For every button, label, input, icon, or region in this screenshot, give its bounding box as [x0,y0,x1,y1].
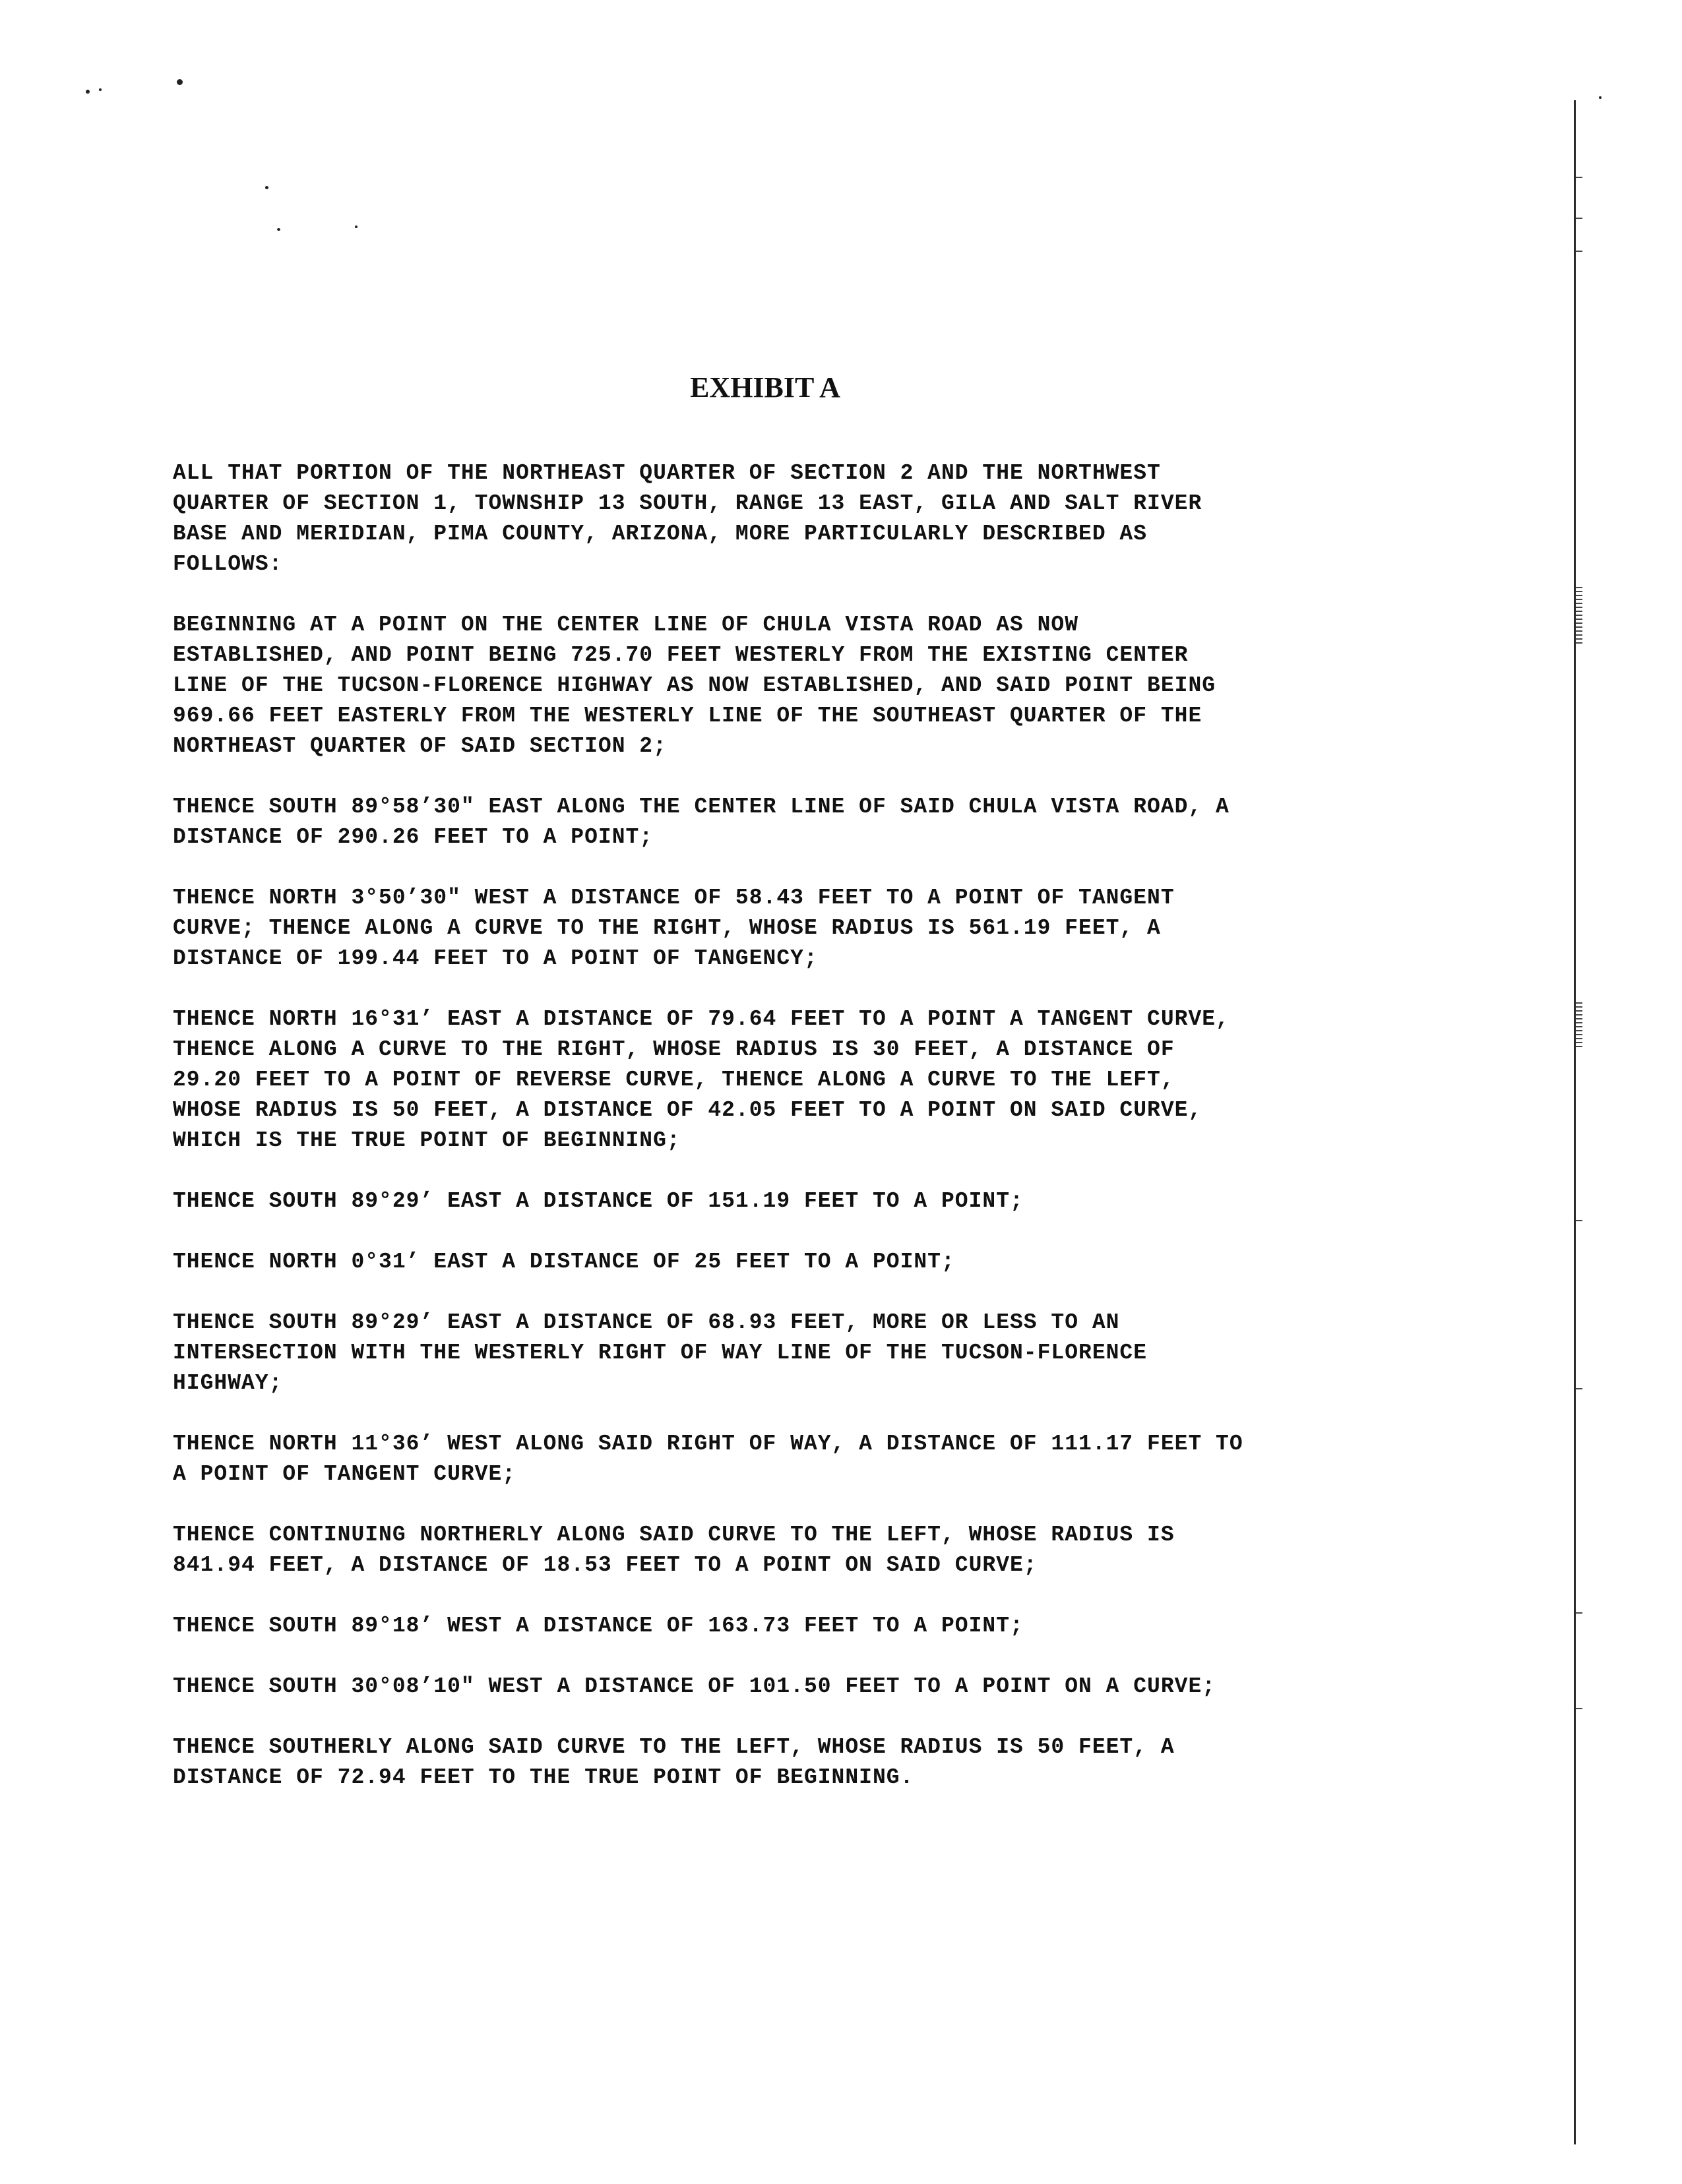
scan-speck [355,226,358,228]
scan-edge-tick [1576,1388,1582,1389]
scan-edge-tick [1576,218,1582,219]
scan-edge-tick [1576,1220,1582,1221]
scan-edge-tick [1576,587,1582,646]
description-paragraph: ALL THAT PORTION OF THE NORTHEAST QUARTER OF SECTION 2 AND THE NORTHWEST QUARTER OF SECTION 1, TOWNSHIP 13 SOUTH, RANGE 13 EAST, GILA AND SALT RIVER BASE AND MERIDIAN, PIMA COUNTY, ARIZONA, MORE PARTICULARLY DESCRIBED AS FOLLOWS: [173,461,1202,576]
description-paragraph: THENCE NORTH 0°31’ EAST A DISTANCE OF 25 FEET TO A POINT; [173,1250,955,1274]
scan-edge-tick [1576,1708,1582,1709]
description-paragraph: THENCE SOUTH 89°29’ EAST A DISTANCE OF 151.19 FEET TO A POINT; [173,1189,1024,1213]
description-paragraph: THENCE SOUTH 89°58’30" EAST ALONG THE CENTER LINE OF SAID CHULA VISTA ROAD, A DISTANCE OF 290.26 FEET TO A POINT; [173,795,1230,849]
description-paragraph: THENCE NORTH 11°36’ WEST ALONG SAID RIGHT OF WAY, A DISTANCE OF 111.17 FEET TO A POINT OF TANGENT CURVE; [173,1432,1243,1486]
scan-speck [265,186,268,189]
legal-description [173,458,1518,1823]
scan-edge-tick [1576,1612,1582,1614]
scan-speck [277,228,280,231]
description-paragraph: THENCE NORTH 3°50’30" WEST A DISTANCE OF 58.43 FEET TO A POINT OF TANGENT CURVE; THENCE ALONG A CURVE TO THE RIGHT, WHOSE RADIUS IS 561.19 FEET, A DISTANCE OF 199.44 FEET TO A POINT OF TANGENCY; [173,886,1175,971]
scan-edge-tick [1576,1002,1582,1048]
scan-speck [99,88,102,91]
document-title: EXHIBIT A [690,371,840,404]
scan-speck [86,90,90,94]
description-paragraph: THENCE NORTH 16°31’ EAST A DISTANCE OF 79.64 FEET TO A POINT A TANGENT CURVE, THENCE ALONG A CURVE TO THE RIGHT, WHOSE RADIUS IS 30 FEET, A DISTANCE OF 29.20 FEET TO A POINT OF REVERSE CURVE, THENCE ALONG A CURVE TO THE LEFT, WHOSE RADIUS IS 50 FEET, A DISTANCE OF 42.05 FEET TO A POINT ON SAID CURVE, WHICH IS THE TRUE POINT OF BEGINNING; [173,1007,1230,1153]
description-paragraph: THENCE CONTINUING NORTHERLY ALONG SAID CURVE TO THE LEFT, WHOSE RADIUS IS 841.94 FEET, A DISTANCE OF 18.53 FEET TO A POINT ON SAID CURVE; [173,1523,1175,1577]
scan-edge-tick [1576,177,1582,178]
description-paragraph: BEGINNING AT A POINT ON THE CENTER LINE OF CHULA VISTA ROAD AS NOW ESTABLISHED, AND POINT BEING 725.70 FEET WESTERLY FROM THE EXISTING CENTER LINE OF THE TUCSON-FLORENCE HIGHWAY AS NOW ESTABLISHED, AND SAID POINT BEING 969.66 FEET EASTERLY FROM THE WESTERLY LINE OF THE SOUTHEAST QUARTER OF THE NORTHEAST QUARTER OF SAID SECTION 2; [173,613,1216,758]
description-paragraph: THENCE SOUTH 89°29’ EAST A DISTANCE OF 68.93 FEET, MORE OR LESS TO AN INTERSECTION WITH THE WESTERLY RIGHT OF WAY LINE OF THE TUCSON-FLORENCE HIGHWAY; [173,1310,1148,1395]
scan-speck [1599,96,1602,99]
description-paragraph: THENCE SOUTHERLY ALONG SAID CURVE TO THE LEFT, WHOSE RADIUS IS 50 FEET, A DISTANCE OF 72.94 FEET TO THE TRUE POINT OF BEGINNING. [173,1735,1175,1790]
description-paragraph: THENCE SOUTH 89°18’ WEST A DISTANCE OF 163.73 FEET TO A POINT; [173,1614,1024,1638]
scan-speck [177,79,183,85]
scan-edge-tick [1576,251,1582,252]
description-paragraph: THENCE SOUTH 30°08’10" WEST A DISTANCE OF 101.50 FEET TO A POINT ON A CURVE; [173,1674,1216,1699]
scan-edge-line [1574,100,1576,2144]
